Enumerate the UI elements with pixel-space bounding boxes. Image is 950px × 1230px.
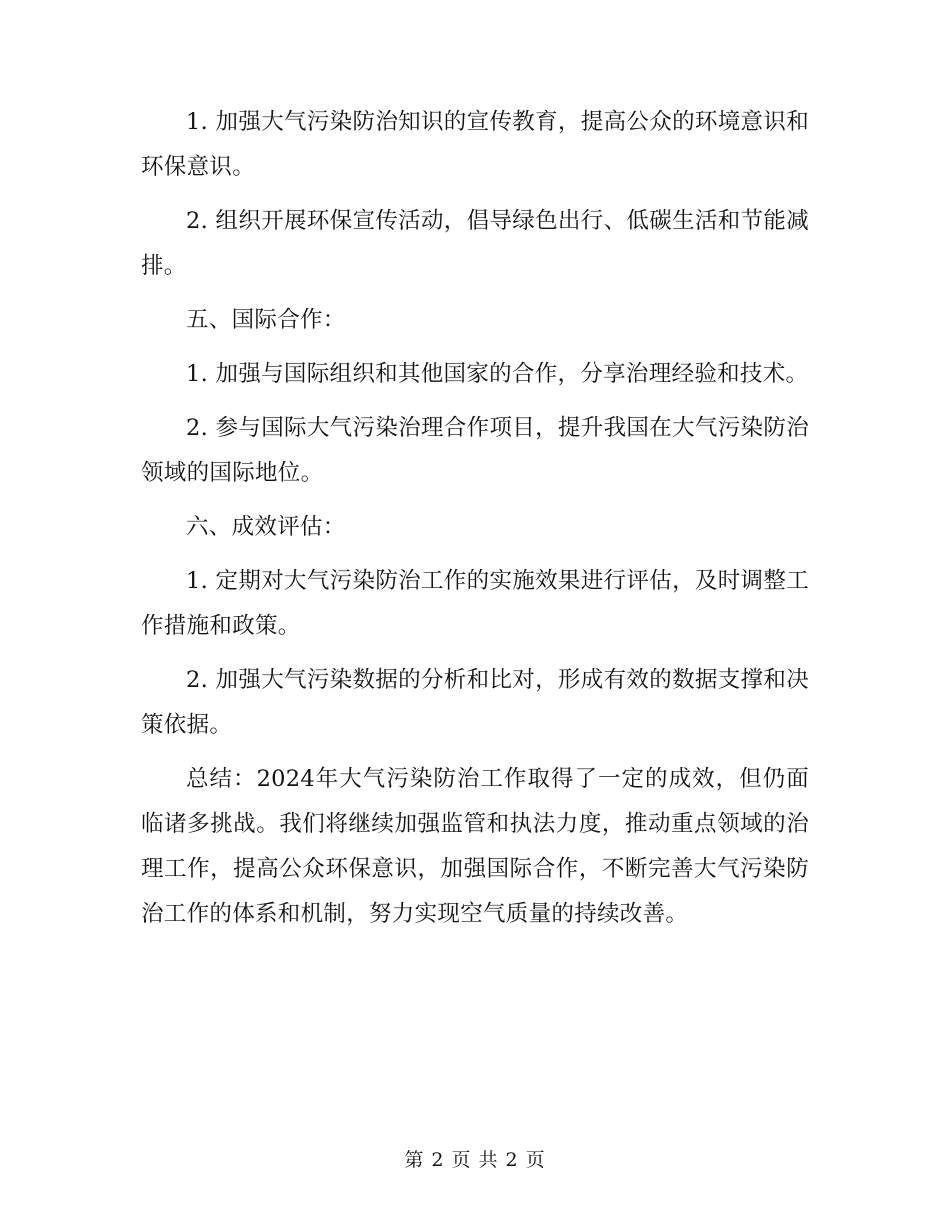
document-body [141,100,809,946]
paragraph-summary: 总结：2024年大气污染防治工作取得了一定的成效，但仍面临诸多挑战。我们将继续加强监管和执法力度，推动重点领域的治理工作，提高公众环保意识，加强国际合作，不断完善大气污染防治工作的体系和机制，努力实现空气质量的持续改善。 [141,766,809,927]
paragraph-publicity-1: 1. 加强大气污染防治知识的宣传教育，提高公众的环境意识和环保意识。 [141,109,809,180]
paragraph-evaluation-2: 2. 加强大气污染数据的分析和比对，形成有效的数据支撑和决策依据。 [141,667,809,738]
paragraph-cooperation-2: 2. 参与国际大气污染治理合作项目，提升我国在大气污染防治领域的国际地位。 [141,415,809,486]
section-heading-effect-evaluation: 六、成效评估： [186,514,346,540]
page-footer: 第 2 页 共 2 页 [404,1149,546,1171]
paragraph-publicity-2: 2. 组织开展环保宣传活动，倡导绿色出行、低碳生活和节能减排。 [141,208,809,279]
paragraph-evaluation-1: 1. 定期对大气污染防治工作的实施效果进行评估，及时调整工作措施和政策。 [141,568,809,639]
section-heading-international-cooperation: 五、国际合作： [186,307,346,333]
paragraph-cooperation-1: 1. 加强与国际组织和其他国家的合作，分享治理经验和技术。 [186,361,809,387]
